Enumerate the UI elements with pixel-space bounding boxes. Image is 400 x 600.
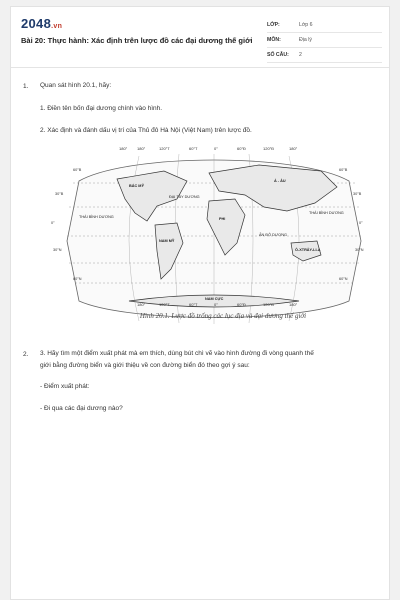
question-text-line: giới bằng đường biển và giới thiệu về con đường biển đó theo gợi ý sau: bbox=[40, 362, 250, 369]
lat-label: 60°B bbox=[73, 168, 82, 172]
question-number: 1. bbox=[23, 83, 29, 90]
lat-label: 30°N bbox=[53, 248, 62, 252]
site-logo[interactable] bbox=[21, 16, 62, 31]
meta-row-count bbox=[267, 50, 382, 63]
logo-text: 2048 bbox=[21, 16, 52, 31]
map-label-atlantic: ĐẠI TÂY DƯƠNG bbox=[169, 195, 200, 199]
map-label-eurasia: Á - ÂU bbox=[274, 179, 286, 183]
tick-label: 120°Đ bbox=[263, 302, 275, 307]
lat-label: 0° bbox=[51, 221, 55, 225]
lesson-title: Bài 20: Thực hành: Xác định trên lược đồ các đại dương thế giới bbox=[21, 36, 253, 45]
tick-label: 60°T bbox=[189, 146, 198, 151]
tick-label: 0° bbox=[214, 146, 218, 151]
logo-suffix: .vn bbox=[51, 23, 63, 30]
question-item: 1. Điền tên bốn đại dương chính vào hình. bbox=[40, 105, 163, 112]
lat-label: 30°B bbox=[353, 192, 362, 196]
tick-label: 180° bbox=[289, 146, 298, 151]
tick-label: 120°T bbox=[159, 146, 170, 151]
question-text-line: 3. Hãy tìm một điểm xuất phát mà em thích, dùng bút chì vẽ vào hình đường đi vòng quanh thế bbox=[40, 350, 314, 357]
meta-label: SỐ CÂU: bbox=[267, 52, 289, 58]
map-label-north-america: BẮC MỸ bbox=[129, 184, 144, 188]
meta-row-subject bbox=[267, 35, 382, 48]
meta-value: Địa lý bbox=[299, 37, 312, 43]
tick-label: 60°Đ bbox=[237, 146, 246, 151]
worksheet-header bbox=[11, 7, 389, 68]
map-label-pacific-east: THÁI BÌNH DƯƠNG bbox=[309, 211, 344, 215]
tick-label: 180° bbox=[137, 302, 146, 307]
map-caption: Hình 20.1. Lược đồ trống các lục địa và đại dương thế giới bbox=[139, 312, 307, 320]
lat-label: 30°N bbox=[355, 248, 364, 252]
tick-label: 180° bbox=[119, 146, 128, 151]
answer-prompt: - Đi qua các đại dương nào? bbox=[40, 405, 123, 412]
map-label-oceania: Ô-XTRÂY-LI-A bbox=[295, 248, 321, 252]
meta-label: LỚP: bbox=[267, 22, 280, 28]
question-number: 2. bbox=[23, 351, 29, 358]
tick-label: 120°Đ bbox=[263, 146, 275, 151]
tick-label: 0° bbox=[214, 302, 218, 307]
tick-label: 60°T bbox=[189, 302, 198, 307]
lat-label: 0° bbox=[359, 221, 363, 225]
map-label-africa: PHI bbox=[219, 217, 226, 221]
lat-label: 30°B bbox=[55, 192, 64, 196]
lat-label: 60°N bbox=[73, 277, 82, 281]
meta-value: 2 bbox=[299, 52, 302, 58]
map-label-south-america: NAM MỸ bbox=[159, 239, 175, 243]
answer-prompt: - Điểm xuất phát: bbox=[40, 383, 90, 390]
meta-row-class bbox=[267, 20, 382, 33]
map-label-antarctica: NAM CỰC bbox=[205, 297, 224, 301]
tick-label: 180° bbox=[137, 146, 146, 151]
map-region-labels bbox=[59, 151, 369, 331]
tick-label: 60°Đ bbox=[237, 302, 246, 307]
question-item: 2. Xác định và đánh dấu vị trí của Thủ đô Hà Nội (Việt Nam) trên lược đồ. bbox=[40, 127, 252, 134]
meta-label: MÔN: bbox=[267, 37, 281, 43]
tick-label: 180° bbox=[289, 302, 298, 307]
map-label-indian: ẤN ĐỘ DƯƠNG bbox=[259, 233, 288, 237]
meta-value: Lớp 6 bbox=[299, 22, 313, 28]
map-label-pacific-west: THÁI BÌNH DƯƠNG bbox=[79, 215, 114, 219]
question-intro: Quan sát hình 20.1, hãy: bbox=[40, 82, 112, 89]
tick-label: 120°T bbox=[159, 302, 170, 307]
worksheet-page bbox=[10, 6, 390, 600]
lat-label: 60°B bbox=[339, 168, 348, 172]
world-map-figure bbox=[51, 146, 369, 331]
lat-label: 60°N bbox=[339, 277, 348, 281]
